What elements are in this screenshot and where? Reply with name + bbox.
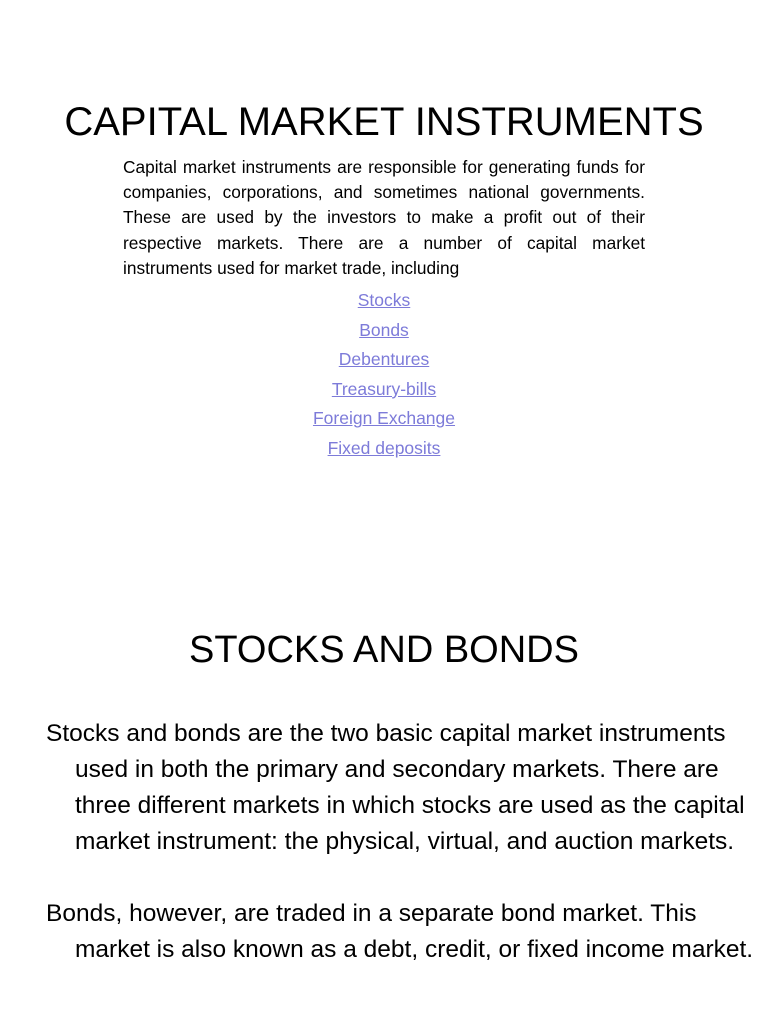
link-bonds[interactable]: Bonds [359, 319, 409, 340]
link-stocks[interactable]: Stocks [357, 290, 411, 310]
intro-paragraph: Capital market instruments are responsible for generating funds for companies, corporations, and sometimes national governments. These are used by the investors to make a profit out of their respective markets. There are a number of capital market instruments used for market trade, including [123, 157, 645, 278]
link-treasury-bills[interactable]: Treasury-bills [331, 378, 437, 399]
link-foreign-exchange[interactable]: Foreign Exchange [312, 408, 456, 429]
list-item [0, 404, 768, 434]
list-item [0, 286, 768, 316]
list-item [0, 375, 768, 405]
link-debentures[interactable]: Debentures [338, 349, 430, 370]
body-paragraph: Stocks and bonds are the two basic capital market instruments used in both the primary and secondary markets. There are three different markets in which stocks are used as the capital market instrument: the physical, virtual, and auction markets. [46, 720, 745, 855]
instrument-link-list [0, 286, 768, 464]
slide-stocks-and-bonds [0, 512, 768, 1024]
list-item [0, 434, 768, 464]
body-paragraph: Bonds, however, are traded in a separate bond market. This market is also known as a debt, credit, or fixed income market. [46, 900, 754, 963]
link-fixed-deposits[interactable]: Fixed deposits [327, 437, 441, 458]
slide-title: STOCKS AND BONDS [189, 629, 579, 671]
list-item [0, 345, 768, 375]
slide-title: CAPITAL MARKET INSTRUMENTS [64, 100, 704, 144]
list-item [0, 316, 768, 346]
